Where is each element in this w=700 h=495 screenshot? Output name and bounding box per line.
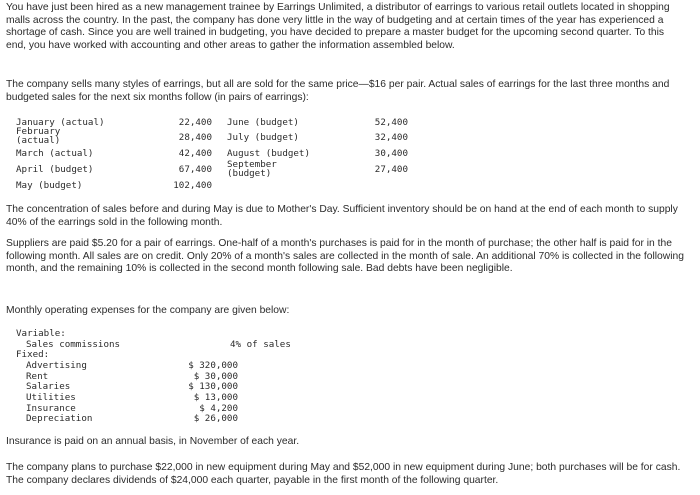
sales-row-value: 22,400 <box>178 117 212 128</box>
expenses-intro-paragraph: Monthly operating expenses for the company are given below: <box>6 305 290 316</box>
insurance-paragraph: Insurance is paid on an annual basis, in November of each year. <box>6 436 300 447</box>
expense-value: $ 4,200 <box>199 403 238 414</box>
expense-value: $ 130,000 <box>188 381 238 392</box>
sales-row-value: 102,400 <box>173 180 212 191</box>
concentration-paragraph: The concentration of sales before and during May is due to Mother's Day. Sufficient inventory should be on hand at the end of each month to supply 40% of the earrings sold in the following month. <box>6 204 678 228</box>
sales-row-label: February (actual) <box>16 126 61 146</box>
sales-commissions-value: 4% of sales <box>230 339 291 350</box>
expense-label: Utilities <box>26 392 76 403</box>
intro-paragraph: You have just been hired as a new management trainee by Earrings Unlimited, a distributor of earrings to various retail outlets located in shopping malls across the country. In the past, the company has done very little in the way of budgeting and at certain times of the year has experienced a shortage of cash. Since you are well trained in budgeting, you have decided to prepare a master budget for the upcoming second quarter. To this end, you have worked with accounting and other areas to gather the information assembled below. <box>6 2 670 51</box>
sales-row-label: September (budget) <box>227 159 277 179</box>
sales-row-label: May (budget) <box>16 180 83 191</box>
sales-row-value: 67,400 <box>178 164 212 175</box>
sales-row-value: 42,400 <box>178 148 212 159</box>
sales-commissions-label: Sales commissions <box>26 339 121 350</box>
sales-row-label: June (budget) <box>227 117 299 128</box>
sales-row-value: 32,400 <box>374 132 408 143</box>
sales-row-label: April (budget) <box>16 164 94 175</box>
expense-value: $ 13,000 <box>193 392 238 403</box>
equipment-paragraph: The company plans to purchase $22,000 in new equipment during May and $52,000 in new equipment during June; both purchases will be for cash. The company declares dividends of $24,000 each quarter, payable in the first month of the following quarter. <box>6 462 681 486</box>
variable-label: Variable: <box>16 328 66 339</box>
expense-label: Rent <box>26 371 49 382</box>
sales-row-label: January (actual) <box>16 117 105 128</box>
sales-row-value: 52,400 <box>374 117 408 128</box>
sales-row-value: 27,400 <box>374 164 408 175</box>
expense-value: $ 30,000 <box>193 371 238 382</box>
expense-label: Salaries <box>26 381 71 392</box>
expense-value: $ 320,000 <box>188 360 238 371</box>
expense-label: Advertising <box>26 360 87 371</box>
sales-intro-paragraph: The company sells many styles of earrings, but all are sold for the same price—$16 per pair. Actual sales of earrings for the last three months and budgeted sales for the next six months follow (in pairs of earrings): <box>6 79 670 103</box>
sales-row-label: July (budget) <box>227 132 299 143</box>
sales-row-label: August (budget) <box>227 148 310 159</box>
suppliers-paragraph: Suppliers are paid $5.20 for a pair of earrings. One-half of a month's purchases is paid for in the month of purchase; the other half is paid for in the following month. All sales are on credit. Only 20% of a month's sales are collected in the month of sale. An additional 70% is collected in the following month, and the remaining 10% is collected in the second month following sale. Bad debts have been negligible. <box>6 238 684 275</box>
fixed-label: Fixed: <box>16 349 50 360</box>
sales-row-value: 28,400 <box>178 132 212 143</box>
expense-value: $ 26,000 <box>193 413 238 424</box>
expense-label: Insurance <box>26 403 76 414</box>
expense-label: Depreciation <box>26 413 93 424</box>
sales-row-value: 30,400 <box>374 148 408 159</box>
sales-row-label: March (actual) <box>16 148 94 159</box>
